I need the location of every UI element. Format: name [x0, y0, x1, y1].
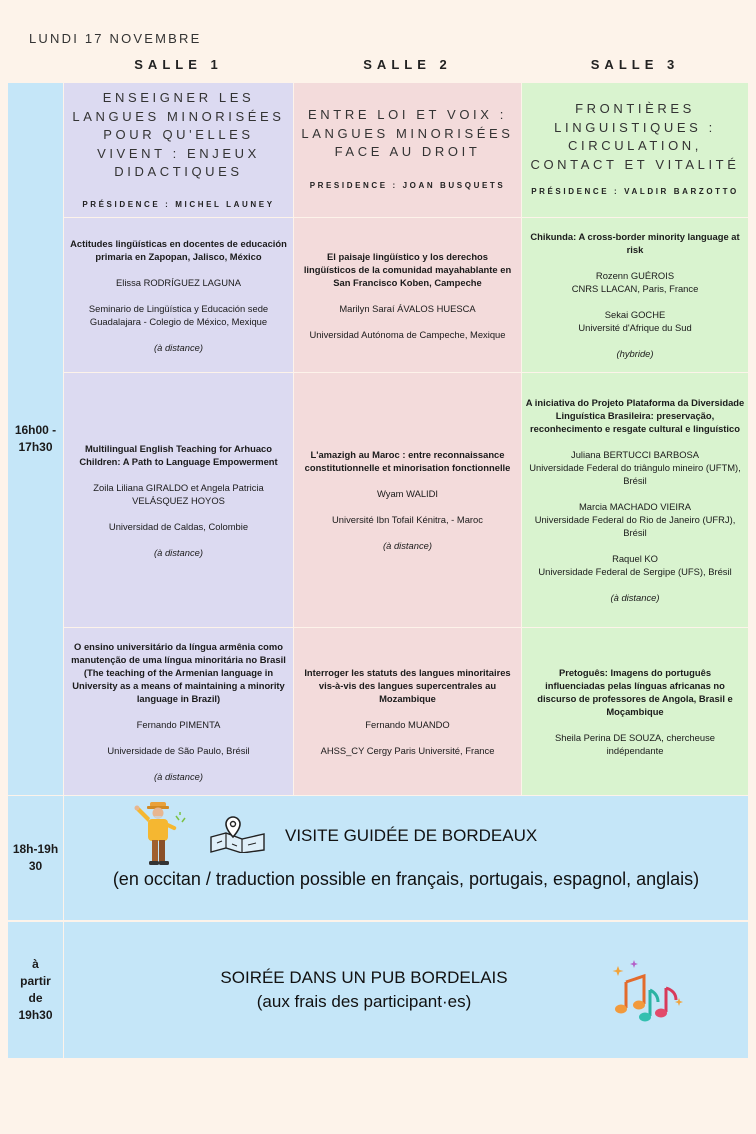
- talk-cell: [294, 218, 521, 372]
- talk-cell: [294, 373, 521, 627]
- talk-affiliation: Universidade de São Paulo, Brésil: [107, 745, 250, 756]
- talk-author: Rozenn GUÉROIS: [595, 270, 675, 281]
- talk-cell: [522, 628, 748, 795]
- visit-subtitle: (en occitan / traduction possible en français, portugais, espagnol, anglais): [112, 869, 700, 889]
- talk-author: Juliana BERTUCCI BARBOSA: [571, 449, 699, 460]
- talk-affiliation: Universidad Autónoma de Campeche, Mexique: [309, 328, 506, 340]
- talk-mode: (hybride): [616, 348, 654, 359]
- talk-title: Interroger les statuts des langues minoritaires vis-à-vis des langues supercentrales au Mozambique: [304, 667, 511, 704]
- talk-affiliation: Seminario de Lingüística y Educación sede Guadalajara - Colegio de México, Mexique: [88, 302, 269, 327]
- talk-author: Marcia MACHADO VIEIRA: [579, 501, 691, 512]
- theme-title: ENTRE LOI ET VOIX : LANGUES MINORISÉES FACE AU DROIT: [301, 107, 514, 159]
- salle-1-heading: SALLE 1: [134, 57, 223, 72]
- talk-cell: [294, 628, 521, 795]
- visit-time: [8, 796, 63, 920]
- theme-presidence: PRÉSIDENCE : VALDIR BARZOTTO: [531, 187, 739, 196]
- talk-affiliation: Universidad de Caldas, Colombie: [108, 520, 249, 532]
- talk-affiliation: Universidade Federal do Rio de Janeiro (UFRJ), Brésil: [534, 514, 736, 538]
- talk-author: Wyam WALIDI: [376, 488, 439, 499]
- talk-author: Zoila Liliana GIRALDO et Angela Patricia VELÁSQUEZ HOYOS: [93, 481, 264, 506]
- talk-author: Elissa RODRÍGUEZ LAGUNA: [115, 276, 242, 288]
- talk-title: L'amazigh au Maroc : entre reconnaissance constitutionnelle et minorisation fonctionnelle: [304, 449, 511, 473]
- talk-cell: [64, 373, 293, 627]
- talk-affiliation: CNRS LLACAN, Paris, France: [571, 283, 699, 294]
- evening-subtitle: (aux frais des participant·es): [256, 992, 472, 1011]
- evening-title: SOIRÉE DANS UN PUB BORDELAIS: [220, 968, 508, 987]
- session-time: [8, 83, 63, 795]
- talk-title: A iniciativa do Projeto Plataforma da Diversidade Linguística Brasileira: preservação, reconhecimento e resgate cultural e linguístico: [525, 397, 745, 434]
- talk-affiliation: Universidade Federal do triângulo mineiro (UFTM), Brésil: [529, 462, 741, 486]
- theme-salle-1: [64, 83, 293, 217]
- salle-2-heading: SALLE 2: [363, 57, 452, 72]
- talk-affiliation: Université d'Afrique du Sud: [578, 322, 692, 333]
- talk-mode: (à distance): [154, 341, 203, 353]
- talk-mode: (à distance): [610, 592, 660, 603]
- talk-title: Multilingual English Teaching for Arhuaco Children: A Path to Language Empowerment: [79, 442, 278, 467]
- evening-cell: [64, 922, 748, 1058]
- talk-author: Marilyn Saraí ÁVALOS HUESCA: [339, 302, 476, 314]
- talk-affiliation: Universidade Federal de Sergipe (UFS), Brésil: [538, 566, 732, 577]
- talk-mode: (à distance): [383, 540, 432, 551]
- tour-guide-icon: [130, 798, 190, 870]
- talk-affiliation: AHSS_CY Cergy Paris Université, France: [320, 745, 495, 756]
- talk-cell: [64, 218, 293, 372]
- theme-salle-3: [522, 83, 748, 217]
- talk-author: Sekai GOCHE: [604, 309, 666, 320]
- visit-title: VISITE GUIDÉE DE BORDEAUX: [285, 826, 538, 845]
- talk-title: Pretoguês: Imagens do português influenciadas pelas línguas africanas no discurso de professores de Angola, Brasil e Moçambique: [537, 667, 733, 717]
- visit-cell: [64, 796, 748, 920]
- talk-author: Fernando PIMENTA: [136, 719, 221, 730]
- theme-salle-2: [294, 83, 521, 217]
- theme-presidence: PRESIDENCE : JOAN BUSQUETS: [309, 181, 506, 190]
- theme-presidence: PRÉSIDENCE : MICHEL LAUNEY: [82, 200, 275, 209]
- talk-title: Actitudes lingüísticas en docentes de educación primaria en Zapopan, Jalisco, México: [70, 237, 287, 262]
- talk-affiliation: Université Ibn Tofail Kénitra, - Maroc: [332, 514, 483, 525]
- salle-3-heading: SALLE 3: [590, 57, 680, 72]
- talk-cell: [64, 628, 293, 795]
- talk-title: O ensino universitário da língua armênia como manutenção de uma língua minoritária no Brasil (The teaching of the Armenian language in University as a means of maintaining a minority language in Brazil): [71, 641, 286, 704]
- talk-mode: (à distance): [154, 546, 203, 558]
- talk-author: Fernando MUANDO: [365, 719, 450, 730]
- talk-title: Chikunda: A cross-border minority language at risk: [530, 231, 740, 255]
- talk-mode: (à distance): [154, 771, 203, 782]
- day-heading: LUNDI 17 NOVEMBRE: [29, 31, 202, 46]
- session-time-label: 16h00 - 17h30: [14, 423, 57, 454]
- evening-time: [8, 922, 63, 1058]
- theme-title: FRONTIÈRES LINGUISTIQUES : CIRCULATION, CONTACT ET VITALITÉ: [530, 101, 740, 172]
- visit-time-label: 18h-19h 30: [12, 842, 59, 873]
- talk-author: Raquel KO: [612, 553, 658, 564]
- evening-time-label: à partir de 19h30: [18, 957, 53, 1022]
- talk-title: El paisaje lingüístico y los derechos lingüísticos de la comunidad mayahablante en San Francisco Koben, Campeche: [303, 250, 512, 288]
- music-notes-icon: [604, 958, 694, 1028]
- talk-author: Sheila Perina DE SOUZA, chercheuse indépendante: [555, 732, 715, 756]
- talk-cell: [522, 373, 748, 627]
- map-pin-icon: [208, 815, 268, 853]
- theme-title: ENSEIGNER LES LANGUES MINORISÉES POUR QU'ELLES VIVENT : ENJEUX DIDACTIQUES: [72, 90, 285, 179]
- talk-cell: [522, 218, 748, 372]
